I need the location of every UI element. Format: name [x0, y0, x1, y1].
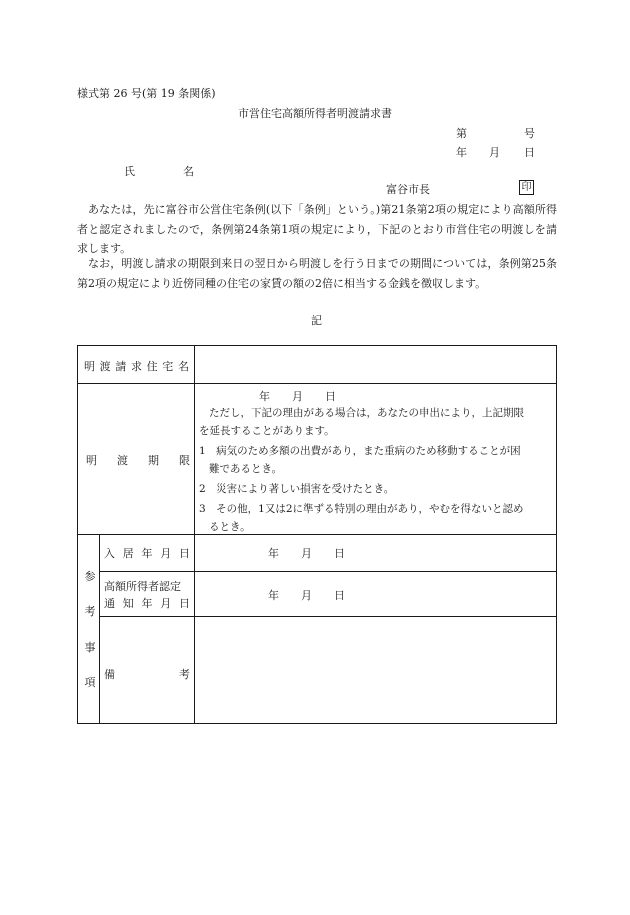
reason-item-2: 2 災害により著しい損害を受けたとき。: [199, 483, 395, 495]
reference-items-label: 参 考 事 項: [84, 570, 96, 689]
recipient-name-label-1: 氏: [124, 165, 135, 178]
column-divider: [194, 346, 195, 723]
ref-number-suffix: 号: [524, 127, 535, 140]
column-divider: [99, 534, 100, 723]
reason-item-1-line1: 1 病気のため多額の出費があり，また重病のため移動することが困: [199, 445, 521, 457]
house-name-label: 明 渡 請 求 住 宅 名: [84, 360, 189, 373]
issuer-mayor: 富谷市長: [386, 183, 430, 196]
vacate-deadline-label: 明 渡 期 限: [86, 454, 190, 467]
row-divider: [99, 571, 556, 572]
ref-number-prefix: 第: [456, 127, 467, 140]
issue-date-year: 年: [456, 146, 467, 159]
request-table: [77, 345, 557, 724]
reason-item-1-line2: 難であるとき。: [209, 463, 283, 475]
paragraph-request: あなたは，先に富谷市公営住宅条例(以下「条例」という。)第21条第2項の規定により高額所得者と認定されましたので，条例第24条第1項の規定により，下記のとおり市営住宅の明渡しを請求します。: [77, 203, 557, 255]
form-number: 様式第 26 号(第 19 条関係): [77, 87, 216, 100]
cert-notice-label-line2: 通 知 年 月 日: [104, 597, 190, 610]
extension-note-line2: を延長することがあります。: [199, 425, 335, 437]
move-in-date-value: 年 月 日: [268, 547, 345, 560]
seal-stamp: 印: [519, 180, 534, 195]
recipient-name-label-2: 名: [183, 165, 194, 178]
cert-notice-label-line1: 高額所得者認定: [104, 580, 181, 593]
remarks-label: 備 考: [104, 668, 190, 681]
vacate-deadline-date: 年 月 日: [259, 390, 336, 403]
paragraph-penalty: なお，明渡し請求の期限到来日の翌日から明渡しを行う日までの期間については，条例第25条第2項の規定により近傍同種の住宅の家賃の額の2倍に相当する金銭を徴収します。: [77, 257, 557, 290]
extension-note-line1: ただし，下記の理由がある場合は，あなたの申出により，上記期限: [209, 407, 524, 419]
move-in-date-label: 入 居 年 月 日: [104, 547, 190, 560]
reason-item-3-line2: るとき。: [209, 521, 251, 533]
row-divider: [78, 383, 556, 384]
row-divider: [78, 534, 556, 535]
document-title: 市営住宅高額所得者明渡請求書: [238, 107, 392, 120]
reason-item-3-line1: 3 その他，1又は2に準ずる特別の理由があり，やむを得ないと認め: [199, 503, 524, 515]
issue-date-month: 月: [489, 146, 500, 159]
cert-notice-date-value: 年 月 日: [268, 589, 345, 602]
issue-date-day: 日: [524, 146, 535, 159]
ki-heading: 記: [311, 314, 322, 327]
row-divider: [99, 616, 556, 617]
